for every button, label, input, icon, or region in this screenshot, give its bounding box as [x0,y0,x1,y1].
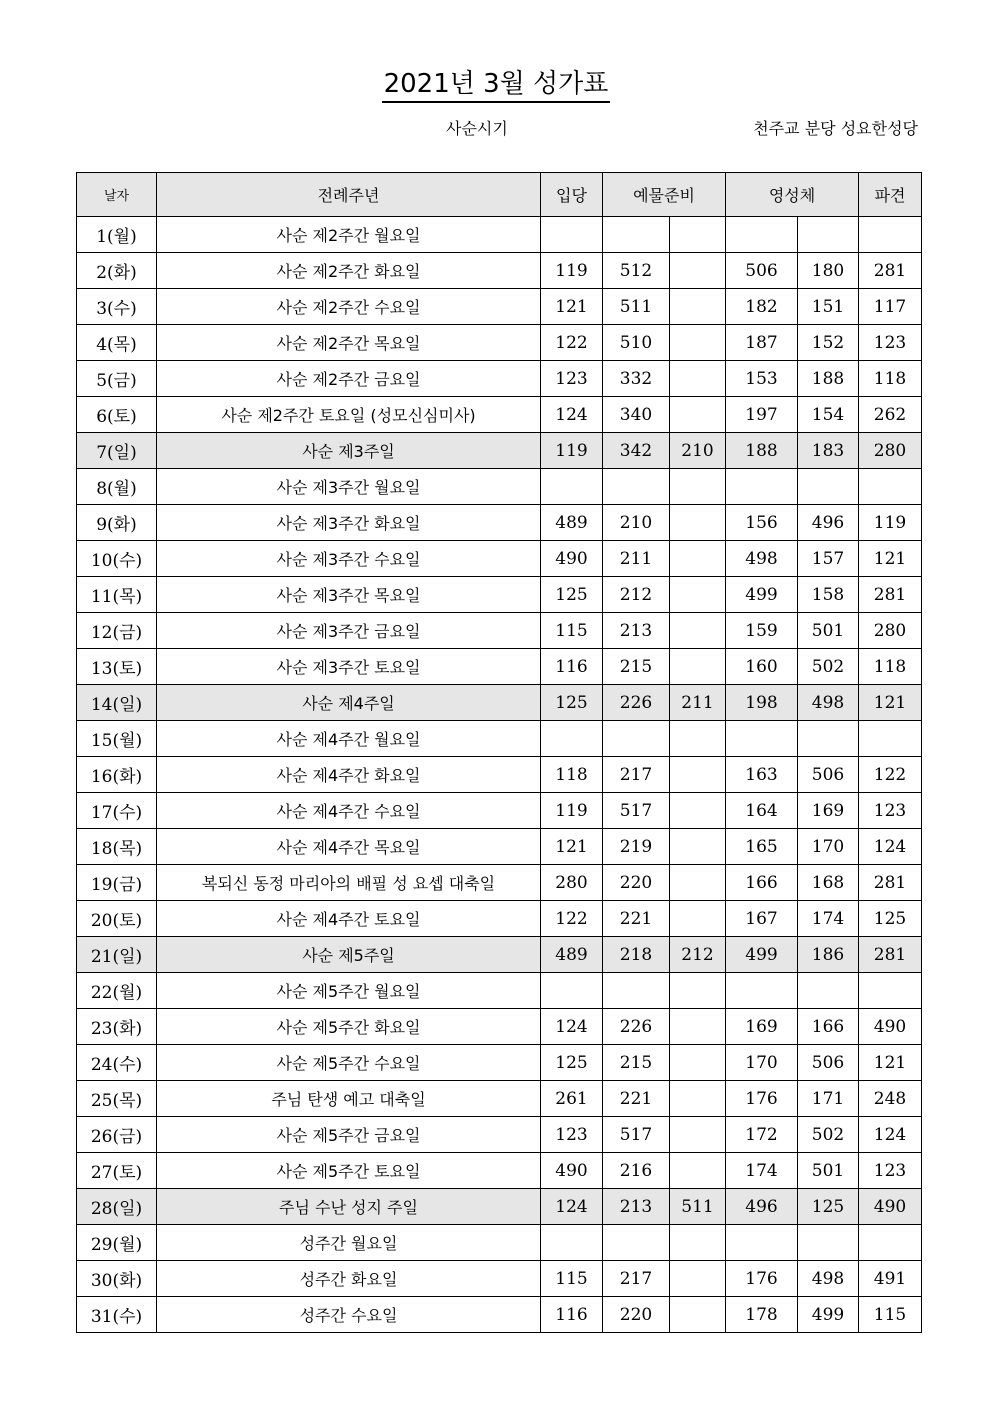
cell-liturgy: 사순 제2주간 수요일 [157,289,541,325]
cell-offertory-2 [670,541,726,577]
cell-date: 26(금) [77,1117,157,1153]
cell-recessional: 124 [859,1117,922,1153]
cell-entrance: 119 [541,433,603,469]
cell-entrance: 124 [541,1189,603,1225]
cell-recessional: 123 [859,793,922,829]
cell-communion-2: 501 [798,613,859,649]
cell-entrance: 122 [541,901,603,937]
cell-communion-1: 178 [726,1297,798,1333]
cell-entrance: 118 [541,757,603,793]
cell-offertory-1: 217 [603,757,670,793]
cell-offertory-2 [670,217,726,253]
table-body [77,217,922,1333]
table-row [77,901,922,937]
cell-communion-2: 174 [798,901,859,937]
cell-entrance: 490 [541,541,603,577]
cell-recessional: 490 [859,1009,922,1045]
cell-communion-2: 506 [798,757,859,793]
table-row [77,1009,922,1045]
cell-offertory-1: 220 [603,865,670,901]
cell-liturgy: 사순 제4주일 [157,685,541,721]
cell-date: 7(일) [77,433,157,469]
cell-recessional: 281 [859,577,922,613]
cell-communion-2: 498 [798,685,859,721]
cell-entrance [541,1225,603,1261]
cell-liturgy: 사순 제5주간 금요일 [157,1117,541,1153]
cell-offertory-1: 226 [603,1009,670,1045]
cell-communion-1 [726,217,798,253]
cell-communion-1: 499 [726,577,798,613]
cell-offertory-1: 342 [603,433,670,469]
cell-offertory-1: 213 [603,1189,670,1225]
cell-offertory-2 [670,397,726,433]
cell-offertory-2 [670,289,726,325]
cell-offertory-1: 220 [603,1297,670,1333]
cell-entrance: 125 [541,685,603,721]
cell-communion-1: 164 [726,793,798,829]
header-communion: 영성체 [726,173,859,217]
cell-offertory-2 [670,1225,726,1261]
cell-entrance: 116 [541,1297,603,1333]
hymn-table [76,172,922,1333]
table-row [77,433,922,469]
table-row [77,1189,922,1225]
cell-communion-2: 157 [798,541,859,577]
cell-date: 20(토) [77,901,157,937]
cell-communion-2: 166 [798,1009,859,1045]
cell-liturgy: 사순 제5주간 토요일 [157,1153,541,1189]
cell-recessional: 124 [859,829,922,865]
cell-recessional [859,1225,922,1261]
header-liturgy: 전례주년 [157,173,541,217]
cell-offertory-1: 221 [603,1081,670,1117]
cell-communion-2: 506 [798,1045,859,1081]
cell-recessional: 118 [859,361,922,397]
cell-date: 6(토) [77,397,157,433]
cell-date: 16(화) [77,757,157,793]
cell-entrance [541,217,603,253]
cell-communion-1: 165 [726,829,798,865]
church-name: 천주교 분당 성요한성당 [753,119,918,138]
cell-communion-2: 125 [798,1189,859,1225]
cell-liturgy: 사순 제3주간 토요일 [157,649,541,685]
cell-date: 29(월) [77,1225,157,1261]
cell-entrance: 123 [541,1117,603,1153]
cell-recessional: 280 [859,613,922,649]
cell-liturgy: 사순 제4주간 수요일 [157,793,541,829]
cell-recessional: 281 [859,253,922,289]
cell-entrance: 122 [541,325,603,361]
table-row [77,1117,922,1153]
cell-entrance: 119 [541,253,603,289]
table-row [77,289,922,325]
cell-offertory-1: 218 [603,937,670,973]
cell-recessional: 117 [859,289,922,325]
cell-entrance: 489 [541,937,603,973]
cell-recessional: 121 [859,541,922,577]
table-row [77,649,922,685]
cell-offertory-2 [670,1297,726,1333]
cell-communion-1: 170 [726,1045,798,1081]
cell-communion-1: 182 [726,289,798,325]
cell-offertory-2 [670,325,726,361]
table-row [77,541,922,577]
cell-recessional: 118 [859,649,922,685]
cell-entrance: 125 [541,577,603,613]
cell-entrance: 115 [541,1261,603,1297]
page-title [0,68,992,103]
cell-offertory-2 [670,1081,726,1117]
cell-communion-1: 159 [726,613,798,649]
cell-offertory-2 [670,253,726,289]
cell-offertory-2 [670,973,726,1009]
table-row [77,217,922,253]
cell-date: 14(일) [77,685,157,721]
cell-communion-1: 498 [726,541,798,577]
cell-communion-2: 502 [798,1117,859,1153]
cell-offertory-2 [670,649,726,685]
cell-communion-2 [798,721,859,757]
cell-offertory-2 [670,757,726,793]
cell-offertory-1: 221 [603,901,670,937]
cell-recessional: 248 [859,1081,922,1117]
cell-communion-1: 499 [726,937,798,973]
cell-liturgy: 사순 제2주간 금요일 [157,361,541,397]
cell-recessional: 262 [859,397,922,433]
cell-liturgy: 주님 수난 성지 주일 [157,1189,541,1225]
table-row [77,973,922,1009]
table-row [77,577,922,613]
cell-liturgy: 복되신 동정 마리아의 배필 성 요셉 대축일 [157,865,541,901]
cell-communion-2: 152 [798,325,859,361]
cell-offertory-1: 510 [603,325,670,361]
cell-recessional [859,973,922,1009]
cell-date: 2(화) [77,253,157,289]
cell-offertory-1 [603,973,670,1009]
cell-offertory-1: 512 [603,253,670,289]
cell-recessional [859,469,922,505]
cell-communion-1: 174 [726,1153,798,1189]
cell-communion-2: 499 [798,1297,859,1333]
header-entrance: 입당 [541,173,603,217]
cell-date: 23(화) [77,1009,157,1045]
cell-offertory-1: 219 [603,829,670,865]
cell-communion-2 [798,217,859,253]
season-label: 사순시기 [446,119,508,138]
cell-communion-1: 506 [726,253,798,289]
cell-offertory-1 [603,721,670,757]
cell-recessional: 491 [859,1261,922,1297]
cell-date: 1(월) [77,217,157,253]
table-row [77,397,922,433]
cell-offertory-2 [670,361,726,397]
table-row [77,469,922,505]
cell-offertory-1: 226 [603,685,670,721]
cell-communion-2: 186 [798,937,859,973]
cell-communion-1: 160 [726,649,798,685]
cell-liturgy: 사순 제5주일 [157,937,541,973]
cell-offertory-1 [603,217,670,253]
cell-liturgy: 성주간 수요일 [157,1297,541,1333]
table-row [77,505,922,541]
cell-offertory-2 [670,469,726,505]
table-row [77,1045,922,1081]
cell-offertory-2 [670,721,726,757]
cell-entrance: 121 [541,289,603,325]
cell-liturgy: 사순 제3주간 목요일 [157,577,541,613]
cell-liturgy: 주님 탄생 예고 대축일 [157,1081,541,1117]
cell-offertory-1 [603,469,670,505]
cell-date: 10(수) [77,541,157,577]
header-offertory: 예물준비 [603,173,726,217]
cell-recessional: 115 [859,1297,922,1333]
cell-recessional: 121 [859,1045,922,1081]
cell-date: 5(금) [77,361,157,397]
cell-communion-2: 171 [798,1081,859,1117]
cell-liturgy: 성주간 월요일 [157,1225,541,1261]
cell-entrance: 261 [541,1081,603,1117]
cell-recessional: 121 [859,685,922,721]
table-row [77,613,922,649]
cell-offertory-2: 210 [670,433,726,469]
cell-liturgy: 사순 제4주간 월요일 [157,721,541,757]
cell-date: 22(월) [77,973,157,1009]
cell-offertory-2: 211 [670,685,726,721]
cell-liturgy: 사순 제4주간 목요일 [157,829,541,865]
cell-offertory-2 [670,901,726,937]
cell-date: 13(토) [77,649,157,685]
cell-offertory-2 [670,613,726,649]
cell-offertory-2: 511 [670,1189,726,1225]
table-row [77,829,922,865]
cell-communion-2: 169 [798,793,859,829]
cell-communion-2: 498 [798,1261,859,1297]
table-row [77,1225,922,1261]
cell-entrance [541,973,603,1009]
cell-liturgy: 사순 제3주간 월요일 [157,469,541,505]
cell-communion-2: 501 [798,1153,859,1189]
cell-offertory-2 [670,865,726,901]
cell-entrance: 280 [541,865,603,901]
cell-communion-1: 163 [726,757,798,793]
cell-communion-2 [798,1225,859,1261]
table-row [77,361,922,397]
cell-communion-1: 166 [726,865,798,901]
cell-liturgy: 사순 제5주간 화요일 [157,1009,541,1045]
cell-communion-2: 502 [798,649,859,685]
cell-communion-1: 156 [726,505,798,541]
cell-liturgy: 사순 제4주간 토요일 [157,901,541,937]
cell-communion-1: 496 [726,1189,798,1225]
cell-entrance [541,469,603,505]
cell-communion-1: 169 [726,1009,798,1045]
cell-communion-2 [798,973,859,1009]
cell-communion-1: 197 [726,397,798,433]
cell-offertory-2 [670,1009,726,1045]
cell-entrance: 125 [541,1045,603,1081]
cell-offertory-1: 217 [603,1261,670,1297]
cell-offertory-1: 215 [603,1045,670,1081]
cell-liturgy: 사순 제4주간 화요일 [157,757,541,793]
cell-liturgy: 성주간 화요일 [157,1261,541,1297]
cell-liturgy: 사순 제5주간 월요일 [157,973,541,1009]
cell-date: 31(수) [77,1297,157,1333]
cell-communion-1: 172 [726,1117,798,1153]
cell-communion-2: 168 [798,865,859,901]
cell-date: 21(일) [77,937,157,973]
cell-recessional [859,217,922,253]
cell-communion-1 [726,1225,798,1261]
cell-date: 28(일) [77,1189,157,1225]
cell-communion-2: 183 [798,433,859,469]
table-row [77,1081,922,1117]
cell-offertory-1: 511 [603,289,670,325]
cell-entrance: 489 [541,505,603,541]
cell-recessional: 122 [859,757,922,793]
cell-recessional: 123 [859,325,922,361]
cell-date: 19(금) [77,865,157,901]
cell-offertory-2 [670,505,726,541]
cell-offertory-1: 211 [603,541,670,577]
cell-liturgy: 사순 제3주간 금요일 [157,613,541,649]
cell-date: 27(토) [77,1153,157,1189]
header-recessional: 파견 [859,173,922,217]
cell-date: 15(월) [77,721,157,757]
cell-date: 17(수) [77,793,157,829]
cell-liturgy: 사순 제2주간 화요일 [157,253,541,289]
table-row [77,1297,922,1333]
table-row [77,685,922,721]
page-title-text: 2021년 3월 성가표 [382,68,611,103]
cell-communion-2: 170 [798,829,859,865]
cell-offertory-1 [603,1225,670,1261]
cell-communion-2: 188 [798,361,859,397]
cell-offertory-1: 340 [603,397,670,433]
table-row [77,1261,922,1297]
cell-communion-2: 154 [798,397,859,433]
cell-date: 12(금) [77,613,157,649]
cell-communion-2: 151 [798,289,859,325]
cell-communion-1 [726,469,798,505]
table-header-row [77,173,922,217]
cell-entrance: 115 [541,613,603,649]
cell-offertory-2 [670,1261,726,1297]
cell-recessional [859,721,922,757]
cell-entrance: 121 [541,829,603,865]
cell-offertory-1: 517 [603,793,670,829]
cell-date: 25(목) [77,1081,157,1117]
cell-date: 3(수) [77,289,157,325]
cell-recessional: 119 [859,505,922,541]
cell-communion-1: 176 [726,1261,798,1297]
cell-entrance: 124 [541,397,603,433]
table-row [77,1153,922,1189]
cell-date: 8(월) [77,469,157,505]
cell-liturgy: 사순 제3주간 수요일 [157,541,541,577]
cell-liturgy: 사순 제3주간 화요일 [157,505,541,541]
cell-liturgy: 사순 제2주간 월요일 [157,217,541,253]
cell-offertory-1: 332 [603,361,670,397]
cell-entrance: 123 [541,361,603,397]
cell-liturgy: 사순 제2주간 목요일 [157,325,541,361]
table-row [77,937,922,973]
cell-communion-1: 198 [726,685,798,721]
cell-date: 30(화) [77,1261,157,1297]
table-row [77,793,922,829]
cell-offertory-2 [670,577,726,613]
cell-offertory-2 [670,1045,726,1081]
cell-communion-1: 153 [726,361,798,397]
cell-recessional: 280 [859,433,922,469]
cell-offertory-2: 212 [670,937,726,973]
table-row [77,253,922,289]
cell-offertory-2 [670,1117,726,1153]
cell-date: 9(화) [77,505,157,541]
cell-communion-1: 188 [726,433,798,469]
cell-offertory-1: 210 [603,505,670,541]
cell-entrance [541,721,603,757]
cell-liturgy: 사순 제3주일 [157,433,541,469]
cell-liturgy: 사순 제2주간 토요일 (성모신심미사) [157,397,541,433]
cell-entrance: 124 [541,1009,603,1045]
cell-entrance: 119 [541,793,603,829]
cell-offertory-1: 216 [603,1153,670,1189]
cell-communion-1: 167 [726,901,798,937]
cell-date: 4(목) [77,325,157,361]
cell-offertory-2 [670,793,726,829]
cell-entrance: 116 [541,649,603,685]
cell-recessional: 281 [859,865,922,901]
table-row [77,721,922,757]
table-row [77,325,922,361]
table-row [77,865,922,901]
cell-communion-2: 496 [798,505,859,541]
cell-communion-2: 180 [798,253,859,289]
cell-recessional: 490 [859,1189,922,1225]
cell-date: 18(목) [77,829,157,865]
cell-recessional: 123 [859,1153,922,1189]
cell-offertory-1: 212 [603,577,670,613]
cell-date: 11(목) [77,577,157,613]
cell-communion-1 [726,973,798,1009]
cell-offertory-1: 517 [603,1117,670,1153]
table-row [77,757,922,793]
cell-communion-1: 176 [726,1081,798,1117]
cell-communion-1: 187 [726,325,798,361]
cell-date: 24(수) [77,1045,157,1081]
cell-communion-1 [726,721,798,757]
cell-communion-2 [798,469,859,505]
cell-offertory-2 [670,1153,726,1189]
cell-offertory-2 [670,829,726,865]
cell-offertory-1: 213 [603,613,670,649]
cell-liturgy: 사순 제5주간 수요일 [157,1045,541,1081]
cell-offertory-1: 215 [603,649,670,685]
cell-communion-2: 158 [798,577,859,613]
cell-entrance: 490 [541,1153,603,1189]
cell-recessional: 281 [859,937,922,973]
header-date: 날자 [77,173,157,217]
cell-recessional: 125 [859,901,922,937]
